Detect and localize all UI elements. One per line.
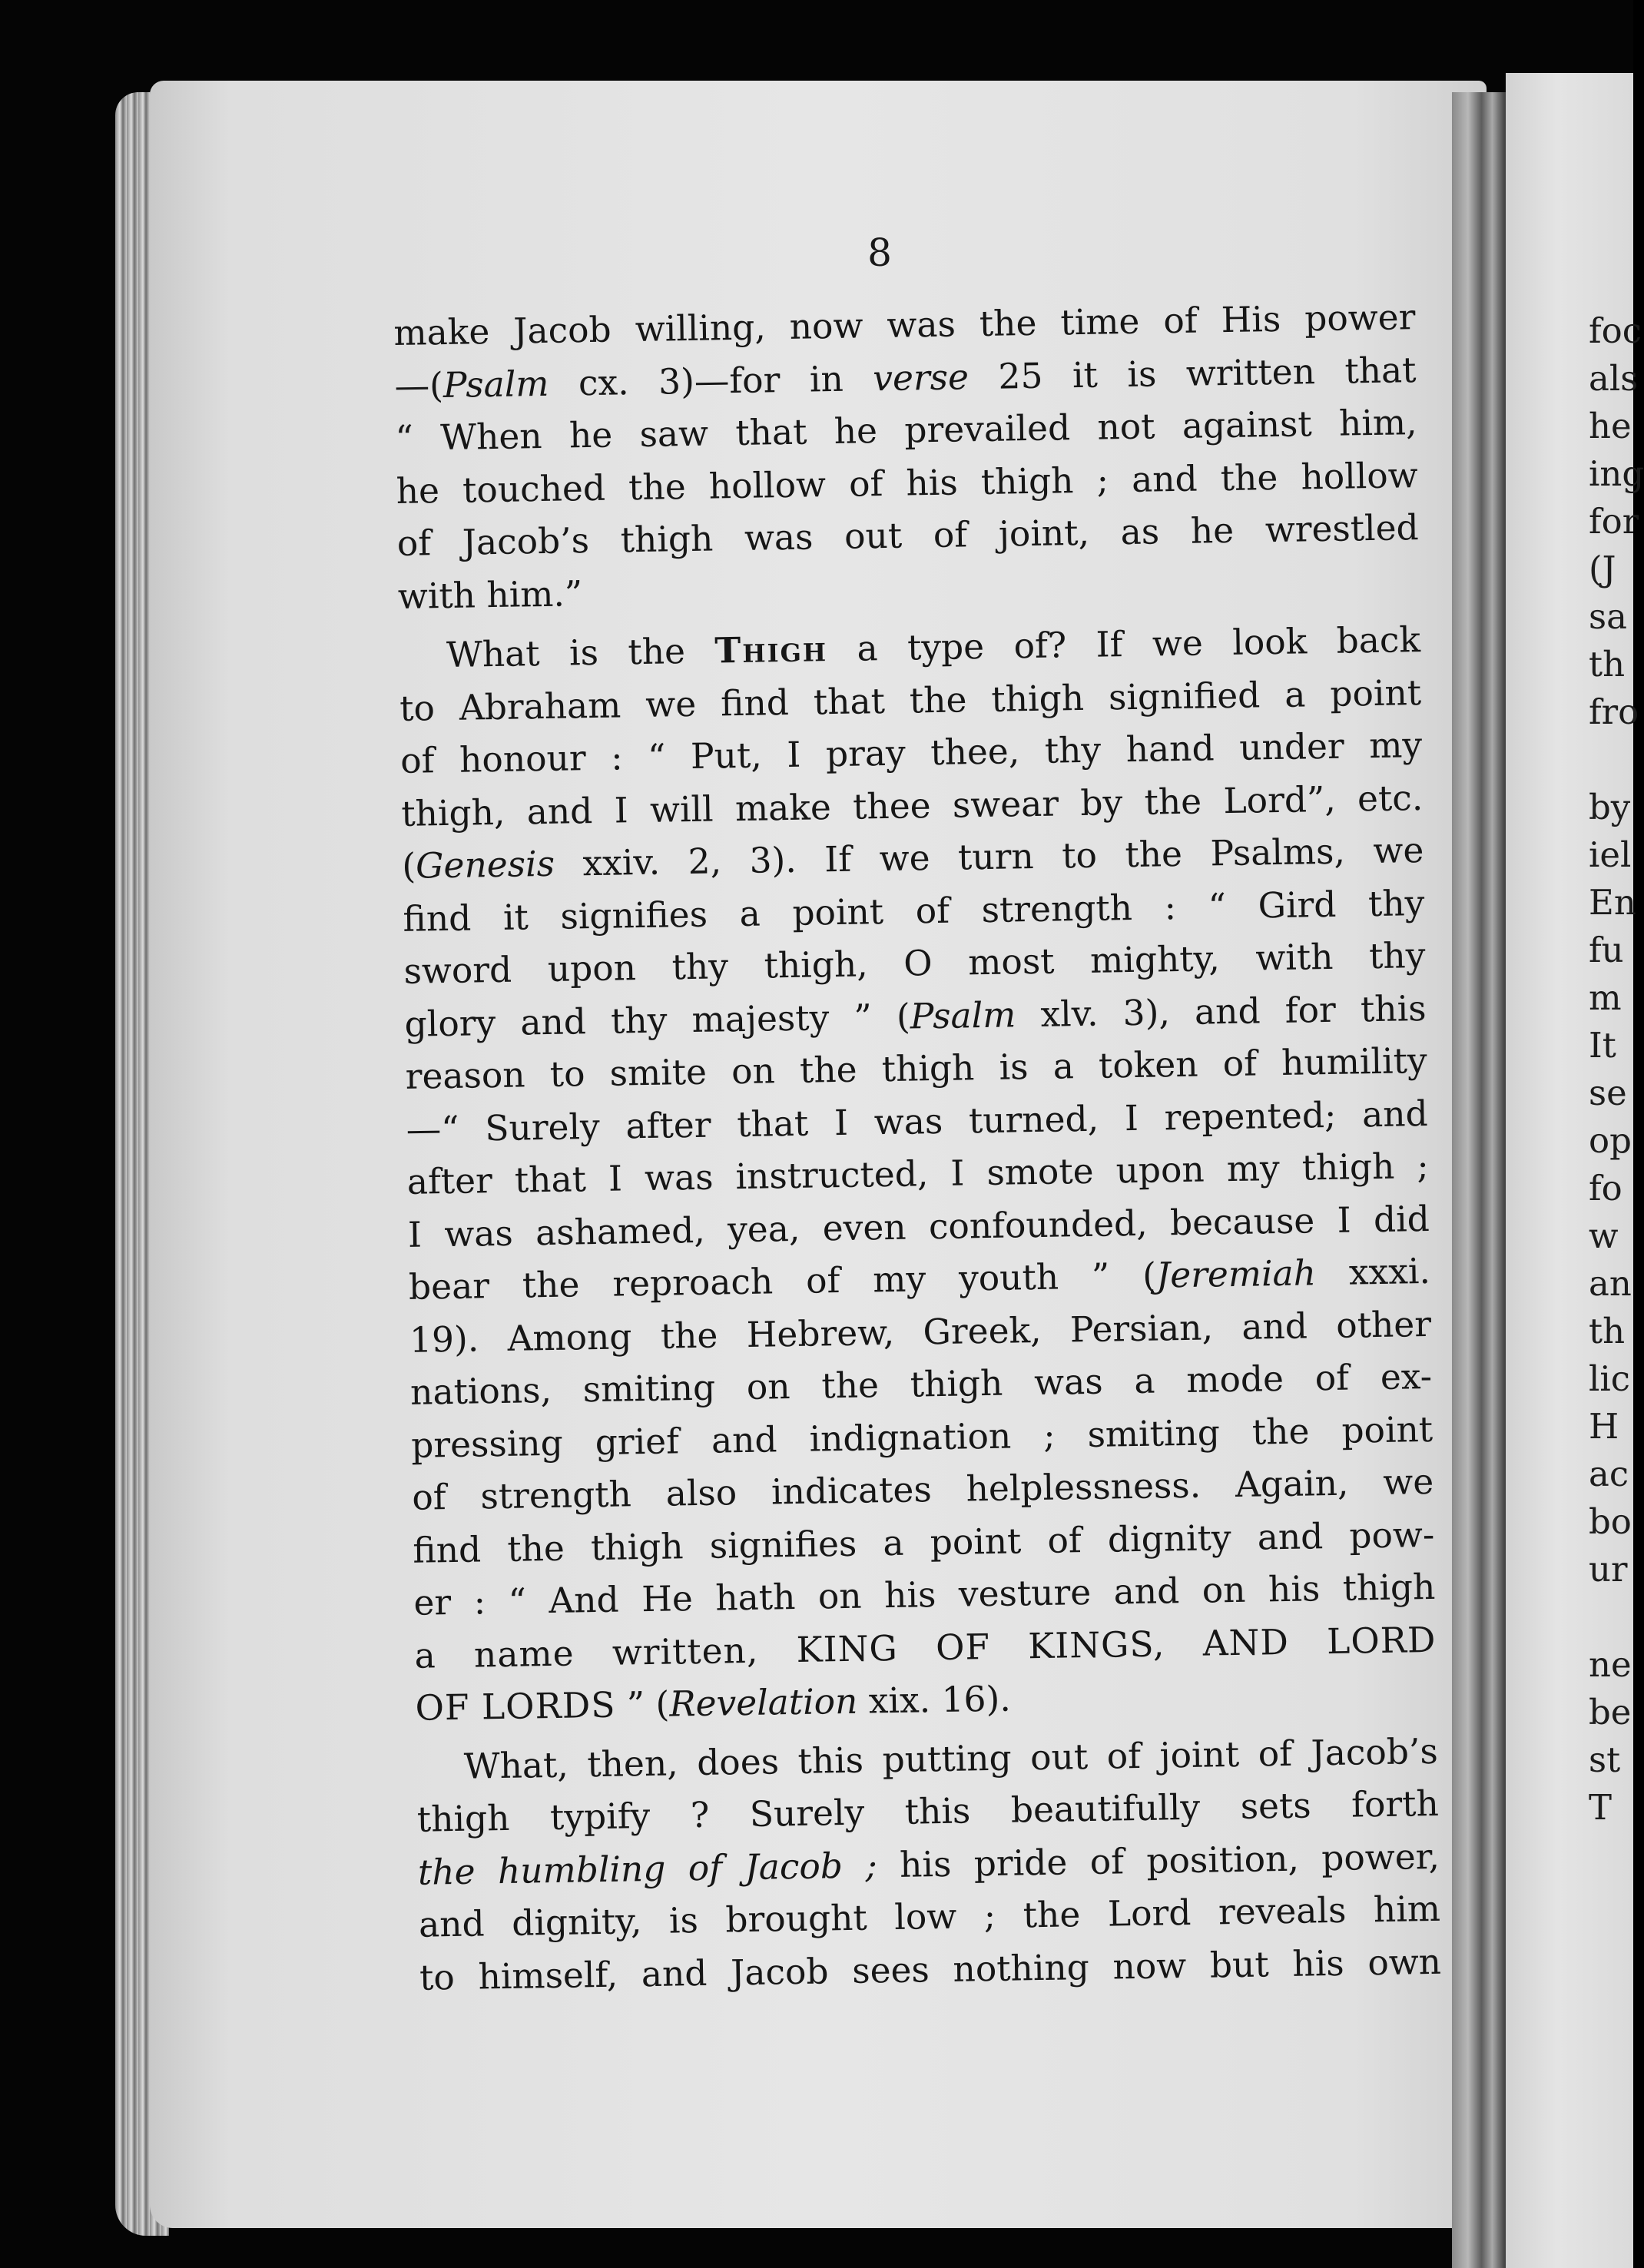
text-run: his pride of position, power,	[877, 1835, 1440, 1885]
facing-page-fragment: T	[1589, 1787, 1613, 1828]
facing-page-fragment: op	[1589, 1120, 1632, 1161]
text-run: 19). Among the Hebrew, Greek, Persian, and other	[409, 1303, 1432, 1361]
italic-text: Revelation	[668, 1680, 858, 1725]
facing-page-fragment: ne	[1589, 1644, 1632, 1685]
facing-page-fragment: th	[1589, 1311, 1626, 1351]
facing-page-fragment: foc	[1589, 310, 1642, 351]
text-run: glory and thy majesty ” (	[404, 996, 911, 1045]
facing-page-fragment: for	[1589, 501, 1639, 542]
text-run: xxxi.	[1315, 1250, 1431, 1294]
facing-page-fragment: ac	[1589, 1454, 1629, 1494]
facing-page-fragment: by	[1589, 787, 1631, 827]
italic-text: Psalm	[442, 363, 549, 406]
text-run: sword upon thy thigh, O most mighty, with thy	[403, 935, 1426, 992]
text-run: he touched the hollow of his thigh ; and the hollow	[396, 454, 1419, 512]
body-text	[393, 291, 1442, 2004]
facing-page-fragment: ing	[1589, 453, 1644, 494]
text-run: to Abraham we find that the thigh signified a point	[399, 671, 1422, 729]
facing-page-fragment: fro	[1589, 691, 1639, 732]
facing-page-fragment: be	[1589, 1692, 1632, 1732]
text-run: make Jacob willing, now was the time of His power	[393, 297, 1416, 353]
text-run: a type of? If we look back	[827, 619, 1421, 670]
text-run: “ When he saw that he prevailed not against him,	[395, 402, 1417, 459]
text-run: xlv. 3), and for this	[1015, 987, 1427, 1035]
italic-text: Jeremiah	[1155, 1252, 1317, 1296]
text-run: xxiv. 2, 3). If we turn to the Psalms, we	[554, 830, 1424, 884]
text-run: with him.”	[397, 572, 583, 617]
facing-page-fragment: sa	[1589, 596, 1627, 637]
text-run: thigh, and I will make thee swear by the Lord”, etc.	[400, 777, 1424, 834]
text-run: to himself, and Jacob sees nothing now but his own	[419, 1941, 1442, 1998]
text-run: —(	[394, 364, 444, 406]
facing-page-fragment: th	[1589, 644, 1626, 685]
italic-text: Psalm	[910, 993, 1016, 1037]
facing-page-fragment: iel	[1589, 834, 1632, 875]
text-run: and dignity, is brought low ; the Lord reveals him	[418, 1888, 1441, 1945]
facing-page-fragment	[1589, 736, 1635, 784]
text-run: xix. 16).	[857, 1678, 1012, 1722]
facing-page-text-fragments	[1589, 307, 1644, 1832]
text-run: bear the reproach of my youth ” (	[408, 1255, 1157, 1308]
facing-page-fragment: als	[1589, 358, 1639, 399]
book-gutter	[1452, 92, 1506, 2268]
facing-page-fragment: st	[1589, 1739, 1621, 1780]
text-run: of Jacob’s thigh was out of joint, as he wrestled	[396, 507, 1420, 564]
facing-page-fragment: fo	[1589, 1168, 1622, 1209]
text-run: after that I was instructed, I smote upon my thigh ;	[406, 1145, 1430, 1202]
facing-page-fragment: ur	[1589, 1549, 1628, 1590]
text-run: find the thigh signifies a point of dignity and pow-	[412, 1514, 1435, 1571]
text-run: er : “ And He hath on his vesture and on his thigh	[413, 1566, 1436, 1623]
facing-page-fragment: w	[1589, 1215, 1619, 1256]
facing-page-fragment: It	[1589, 1025, 1616, 1066]
facing-page-fragment: fu	[1589, 930, 1624, 970]
facing-page-fragment: H	[1589, 1406, 1619, 1447]
italic-text: Genesis	[415, 843, 555, 887]
capitals-text: a name written, KING OF KINGS, AND LORD	[414, 1619, 1437, 1676]
text-run: ” (	[615, 1683, 670, 1726]
italic-text: verse	[872, 356, 969, 399]
facing-page-fragment: (J	[1589, 549, 1616, 589]
text-run: —“ Surely after that I was turned, I repented; and	[406, 1093, 1429, 1150]
text-run: nations, smiting on the thigh was a mode of ex-	[409, 1355, 1433, 1413]
text-run: of strength also indicates helplessness. Again, we	[411, 1461, 1434, 1518]
facing-page-fragment: m	[1589, 977, 1622, 1018]
facing-page-fragment: an	[1589, 1263, 1632, 1304]
italic-text: the humbling of Jacob ;	[417, 1844, 878, 1893]
facing-page-fragment	[1589, 1593, 1635, 1641]
text-run: pressing grief and indignation ; smiting the point	[410, 1408, 1434, 1466]
text-run: reason to smite on the thigh is a token of humility	[405, 1040, 1427, 1097]
text-run: find it signifies a point of strength : “ Gird thy	[403, 882, 1425, 940]
text-run: thigh typify ? Surely this beautifully sets forth	[416, 1782, 1440, 1840]
capitals-text: OF LORDS	[415, 1684, 616, 1729]
facing-page-fragment: se	[1589, 1073, 1627, 1113]
text-run: What is the	[446, 630, 715, 675]
text-run: What, then, does this putting out of joint of Jacob’s	[463, 1730, 1439, 1787]
page-number: 8	[867, 230, 892, 275]
small-caps-text: Thigh	[714, 628, 828, 671]
facing-page-fragment: he	[1589, 406, 1632, 446]
text-run: I was ashamed, yea, even confounded, because I did	[407, 1198, 1430, 1255]
text-run: 25 it is written that	[968, 349, 1417, 397]
facing-page-fragment: lic	[1589, 1358, 1630, 1399]
text-run: of honour : “ Put, I pray thee, thy hand under my	[399, 724, 1423, 781]
facing-page-fragment: bo	[1589, 1501, 1632, 1542]
text-run: cx. 3)—for in	[549, 357, 873, 404]
text-run: (	[402, 845, 416, 887]
facing-page-fragment: En	[1589, 882, 1636, 923]
